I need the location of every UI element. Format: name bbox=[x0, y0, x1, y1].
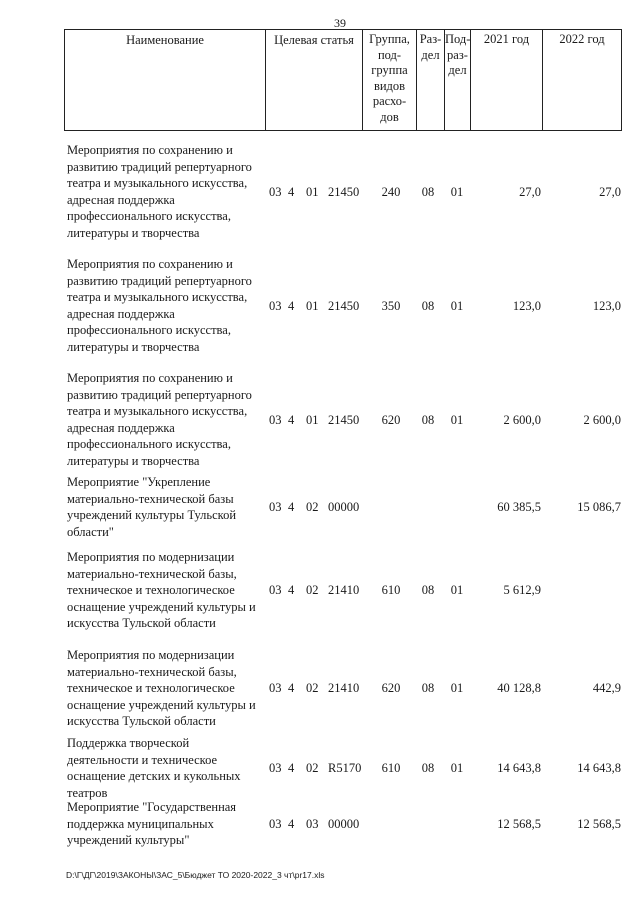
subsection-code: 01 bbox=[450, 413, 464, 427]
header-target-article: Целевая статья bbox=[274, 33, 354, 47]
row-name: Мероприятия по сохранению и развитию традиций репертуарного театра и музыкального искусства, адресная поддержка профессионального искусства, литературы и творчества bbox=[67, 143, 252, 240]
amount-2022: 442,9 bbox=[592, 681, 621, 695]
row-name: Мероприятия по сохранению и развитию традиций репертуарного театра и музыкального искусства, адресная поддержка профессионального искусства, литературы и творчества bbox=[67, 371, 252, 468]
expense-group: 620 bbox=[381, 413, 401, 427]
code-subprogram: 4 bbox=[288, 185, 295, 199]
subsection-code: 01 bbox=[450, 681, 464, 695]
code-program: 03 bbox=[269, 185, 282, 199]
table-row bbox=[64, 474, 624, 540]
section-code: 08 bbox=[421, 761, 435, 775]
code-program: 03 bbox=[269, 500, 282, 514]
expense-group: 350 bbox=[381, 299, 401, 313]
code-subprogram: 4 bbox=[288, 583, 295, 597]
code-direction: 21410 bbox=[328, 583, 360, 597]
code-subprogram: 4 bbox=[288, 413, 295, 427]
expense-group: 610 bbox=[381, 583, 401, 597]
section-code: 08 bbox=[421, 299, 435, 313]
expense-group: 240 bbox=[381, 185, 401, 199]
section-code: 08 bbox=[421, 185, 435, 199]
amount-2022: 123,0 bbox=[592, 299, 621, 313]
amount-2021: 5 612,9 bbox=[503, 583, 541, 597]
page-number: 39 bbox=[334, 16, 346, 30]
table-row bbox=[64, 647, 624, 731]
table-row bbox=[64, 735, 624, 800]
table-header bbox=[64, 29, 622, 131]
code-event: 01 bbox=[306, 299, 319, 313]
code-direction: 21450 bbox=[328, 185, 360, 199]
code-subprogram: 4 bbox=[288, 500, 295, 514]
amount-2022: 14 643,8 bbox=[577, 761, 621, 775]
code-direction: 00000 bbox=[328, 817, 360, 831]
subsection-code: 01 bbox=[450, 761, 464, 775]
code-program: 03 bbox=[269, 681, 282, 695]
code-event: 02 bbox=[306, 681, 319, 695]
header-name: Наименование bbox=[126, 33, 204, 47]
amount-2021: 14 643,8 bbox=[497, 761, 541, 775]
subsection-code: 01 bbox=[450, 185, 464, 199]
header-group: Группа, под- группа видов расхо- дов bbox=[369, 32, 410, 124]
code-event: 02 bbox=[306, 500, 319, 514]
amount-2021: 60 385,5 bbox=[497, 500, 541, 514]
code-direction: 21410 bbox=[328, 681, 360, 695]
expense-group: 610 bbox=[381, 761, 401, 775]
code-subprogram: 4 bbox=[288, 299, 295, 313]
section-code: 08 bbox=[421, 413, 435, 427]
row-name: Мероприятия по модернизации материально-технической базы, техническое и технологическое оснащение учреждений культуры и искусства Тульской области bbox=[67, 648, 256, 728]
code-program: 03 bbox=[269, 299, 282, 313]
row-name: Поддержка творческой деятельности и техническое оснащение детских и кукольных театров bbox=[67, 736, 241, 800]
amount-2022: 15 086,7 bbox=[577, 500, 621, 514]
code-subprogram: 4 bbox=[288, 681, 295, 695]
code-direction: 00000 bbox=[328, 500, 360, 514]
amount-2021: 40 128,8 bbox=[497, 681, 541, 695]
code-event: 01 bbox=[306, 185, 319, 199]
header-border-right bbox=[621, 30, 622, 130]
code-event: 03 bbox=[306, 817, 319, 831]
code-program: 03 bbox=[269, 413, 282, 427]
amount-2022: 12 568,5 bbox=[577, 817, 621, 831]
header-year-2022: 2022 год bbox=[559, 32, 605, 46]
code-program: 03 bbox=[269, 817, 282, 831]
code-program: 03 bbox=[269, 761, 282, 775]
amount-2022: 2 600,0 bbox=[583, 413, 621, 427]
amount-2021: 123,0 bbox=[512, 299, 541, 313]
amount-2021: 12 568,5 bbox=[497, 817, 541, 831]
amount-2021: 27,0 bbox=[519, 185, 541, 199]
code-event: 02 bbox=[306, 761, 319, 775]
amount-2021: 2 600,0 bbox=[503, 413, 541, 427]
code-event: 01 bbox=[306, 413, 319, 427]
row-name: Мероприятие "Государственная поддержка муниципальных учреждений культуры" bbox=[67, 800, 237, 847]
table-row bbox=[64, 142, 624, 242]
header-section: Раз- дел bbox=[419, 32, 442, 62]
section-code: 08 bbox=[421, 681, 435, 695]
table-row bbox=[64, 256, 624, 356]
row-name: Мероприятия по сохранению и развитию традиций репертуарного театра и музыкального искусства, адресная поддержка профессионального искусства, литературы и творчества bbox=[67, 257, 252, 354]
table-row bbox=[64, 370, 624, 470]
amount-2022: 27,0 bbox=[599, 185, 621, 199]
subsection-code: 01 bbox=[450, 299, 464, 313]
header-year-2021: 2021 год bbox=[483, 32, 530, 46]
code-subprogram: 4 bbox=[288, 817, 295, 831]
section-code: 08 bbox=[421, 583, 435, 597]
table-row bbox=[64, 549, 624, 633]
header-subsection: Под- раз- дел bbox=[445, 32, 471, 77]
code-direction: 21450 bbox=[328, 299, 360, 313]
code-subprogram: 4 bbox=[288, 761, 295, 775]
code-event: 02 bbox=[306, 583, 319, 597]
code-direction: R5170 bbox=[328, 761, 362, 775]
table-row bbox=[64, 799, 624, 849]
code-program: 03 bbox=[269, 583, 282, 597]
row-name: Мероприятия по модернизации материально-технической базы, техническое и технологическое оснащение учреждений культуры и искусства Тульской области bbox=[67, 550, 256, 630]
subsection-code: 01 bbox=[450, 583, 464, 597]
expense-group: 620 bbox=[381, 681, 401, 695]
row-name: Мероприятие "Укрепление материально-технической базы учреждений культуры Тульской области" bbox=[67, 475, 237, 539]
code-direction: 21450 bbox=[328, 413, 360, 427]
file-path-footer: D:\Г\ДГ\2019\ЗАКОНЫ\ЗАС_5\Бюджет ТО 2020-2022_3 чт\pr17.xls bbox=[66, 870, 325, 880]
